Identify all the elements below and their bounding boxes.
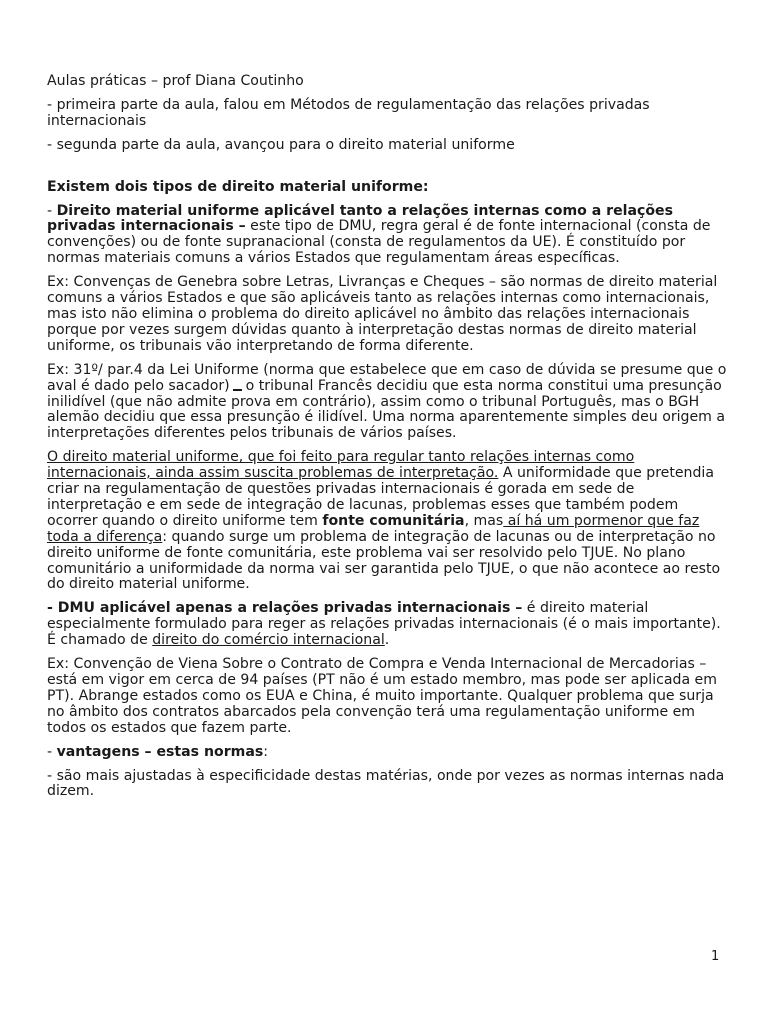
page-number: 1 — [711, 949, 720, 964]
interpretation-bold: fonte comunitária — [322, 512, 465, 529]
paragraph-example-geneva: Ex: Convenças de Genebra sobre Letras, Livranças e Cheques – são normas de direito material comuns a vários Estados e que são aplicáveis tanto as relações internas como internacionais, mas isto não elimina o problema do direito aplicável no âmbito das relações internacionais porque por vezes surgem dúvidas quanto à interpretação destas normas de direito material uniforme, os tribunais vão interpretando de forma diferente. — [47, 274, 718, 354]
example-lu-text-b: o tribunal Francês decidiu que esta norma constitui uma presunção inilidível (que não admite prova em contrário), assim como o tribunal Português, mas o BGH alemão decidiu que essa presunção é ilidível. Uma norma aparentemente simples deu origem a interpretações diferentes pelos tribunais de vários países. — [47, 377, 725, 442]
intro-line-1: - primeira parte da aula, falou em Métodos de regulamentação das relações privadas internacionais — [47, 96, 650, 129]
type-2-text-1: é direito material especialmente formulado para reger as relações privadas internacionais (é o mais importante). É chamado de — [47, 600, 721, 649]
type-2-text-2: . — [384, 632, 390, 649]
advantages-colon: : — [263, 743, 268, 760]
interpretation-text-3: : quando surge um problema de integração de lacunas ou de interpretação no direito uniforme de fonte comunitária, este problema vai ser resolvido pelo TJUE. No plano comunitário a uniformidade da norma vai ser garantida pelo TJUE, o que não acontece ao resto do direito material uniforme. — [47, 528, 721, 593]
type-1-dash: - — [47, 202, 57, 219]
paragraph-interpretation — [47, 450, 727, 593]
type-2-underlined: direito do comércio internacional — [152, 632, 385, 649]
type-2-heading: - DMU aplicável apenas a relações privadas internacionais – — [47, 600, 523, 617]
interpretation-underlined-1: O direito material uniforme, que foi feito para regular tanto relações internas como internacionais, ainda assim suscita problemas de interpretação. — [47, 449, 635, 482]
paragraph-advantage-1: - são mais ajustadas à especificidade destas matérias, onde por vezes as normas internas nada dizem. — [47, 767, 725, 800]
paragraph-advantages-heading — [47, 745, 727, 761]
type-1-text: este tipo de DMU, regra geral é de fonte internacional (consta de convenções) ou de fonte supranacional (consta de regulamentos da UE). É constituído por normas materiais comuns a vários Estados que regulamentam áreas específicas. — [47, 218, 711, 267]
document-body — [47, 74, 727, 800]
example-lu-text-a: Ex: 31º/ par.4 da Lei Uniforme (norma que estabelece que em caso de dúvida se presume que o aval é dado pelo sacador) — [47, 361, 727, 394]
interpretation-text-2: , mas — [464, 512, 504, 529]
paragraph-example-lu — [47, 363, 727, 443]
arrow-marker-icon — [233, 381, 242, 391]
paragraph-type-2 — [47, 601, 727, 649]
interpretation-underlined-2: aí há um pormenor que faz toda a diferença — [47, 512, 700, 545]
section-heading — [47, 180, 727, 196]
intro-line-2: - segunda parte da aula, avançou para o direito material uniforme — [47, 136, 515, 153]
paragraph-example-vienna: Ex: Convenção de Viena Sobre o Contrato de Compra e Venda Internacional de Mercadorias – está em vigor em cerca de 94 países (PT não é um estado membro, mas pode ser aplicada em PT). Abrange estados como os EUA e China, é muito importante. Qualquer problema que surja no âmbito dos contratos abarcados pela convenção terá uma regulamentação uniforme em todos os estados que fazem parte. — [47, 656, 717, 736]
paragraph-type-1 — [47, 204, 727, 268]
type-1-heading: Direito material uniforme aplicável tanto a relações internas como a relações privadas internacionais – — [47, 202, 674, 235]
document-title: Aulas práticas – prof Diana Coutinho — [47, 73, 304, 89]
section-heading-text: Existem dois tipos de direito material uniforme: — [47, 178, 429, 195]
interpretation-text-1: A uniformidade que pretendia criar na regulamentação de questões privadas internacionais é gorada em sede de interpretação e em sede de integração de lacunas, problemas esses que também podem ocorrer quando o direito uniforme tem — [47, 465, 714, 529]
advantages-dash: - — [47, 743, 57, 760]
advantages-heading: vantagens – estas normas — [56, 743, 264, 760]
